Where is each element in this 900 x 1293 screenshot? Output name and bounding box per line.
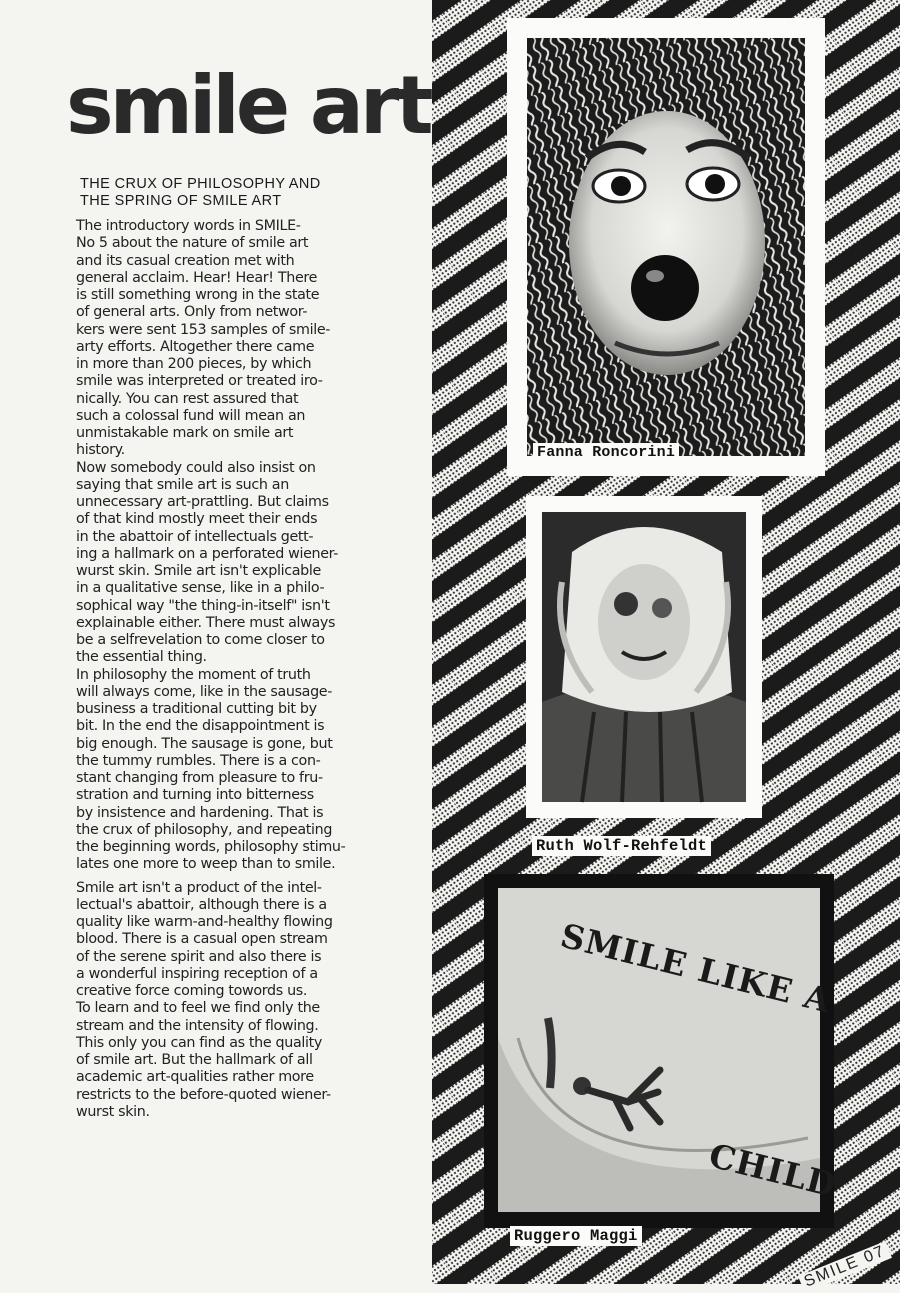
artwork-card-roncorini [507, 18, 825, 476]
article-paragraph: Smile art isn't a product of the intel- lectual's abattoir, although there is a quality like warm-and-healthy flowing blood. There is a casual open stream of the serene spirit and also there is a wonderful inspiring reception of a creative force coming towords us. To learn and to feel we find only the stream and the intensity of flowing. This only you can find as the quality of smile art. But the hallmark of all academic art-qualities rather more restricts to the before-quoted wiener- wurst skin. [76, 879, 333, 1120]
artwork-card-wolf-rehfeldt [526, 496, 762, 818]
clown-face-image [527, 38, 805, 456]
artist-caption-roncorini: Fanna Roncorini [533, 443, 679, 462]
artist-caption-maggi: Ruggero Maggi [510, 1226, 642, 1246]
article-subtitle: THE CRUX OF PHILOSOPHY AND THE SPRING OF SMILE ART [80, 176, 321, 209]
artwork-collage [432, 0, 900, 1291]
artwork-card-maggi [484, 874, 841, 1228]
article-body [76, 218, 406, 1121]
article-paragraph: The introductory words in SMILE- No 5 about the nature of smile art and its casual creation met with general acclaim. Hear! Hear! There is still something wrong in the state of general arts. Only from networ- kers were sent 153 samples of smile- arty efforts. Altogether there came in more than 200 pieces, by which smile was interpreted or treated iro- nically. You can rest assured that such a colossal fund will mean an unmistakable mark on smile art history. Now somebody could also insist on saying that smile art is such an unnecessary art-prattling. But claims of that kind mostly meet their ends in the abattoir of intellectuals gett- ing a hallmark on a perforated wiener- wurst skin. Smile art isn't explicable in a qualitative sense, like in a philo- sophical way "the thing-in-itself" isn't explainable either. There must always be a selfrevelation to come closer to the essential thing. In philosophy the moment of truth will always come, like in the sausage- business a traditional cutting bit by bit. In the end the disappointment is big enough. The sausage is gone, but the tummy rumbles. There is a con- stant changing from pleasure to fru- stration and turning into bitterness by insistence and hardening. That is the crux of philosophy, and repeating the beginning words, philosophy stimu- lates one more to weep than to smile. [76, 218, 346, 873]
artwork-slogan-top: SMILE LIKE A [556, 915, 836, 1021]
page-title: smile art [66, 59, 430, 152]
artist-caption-wolf-rehfeldt: Ruth Wolf-Rehfeldt [532, 836, 711, 856]
smile-like-a-child-image [498, 888, 841, 1212]
veiled-figure-image [542, 512, 746, 802]
artwork-slogan-bottom: CHILD [705, 1135, 841, 1205]
page-number-label: SMILE 07 [798, 1241, 892, 1293]
